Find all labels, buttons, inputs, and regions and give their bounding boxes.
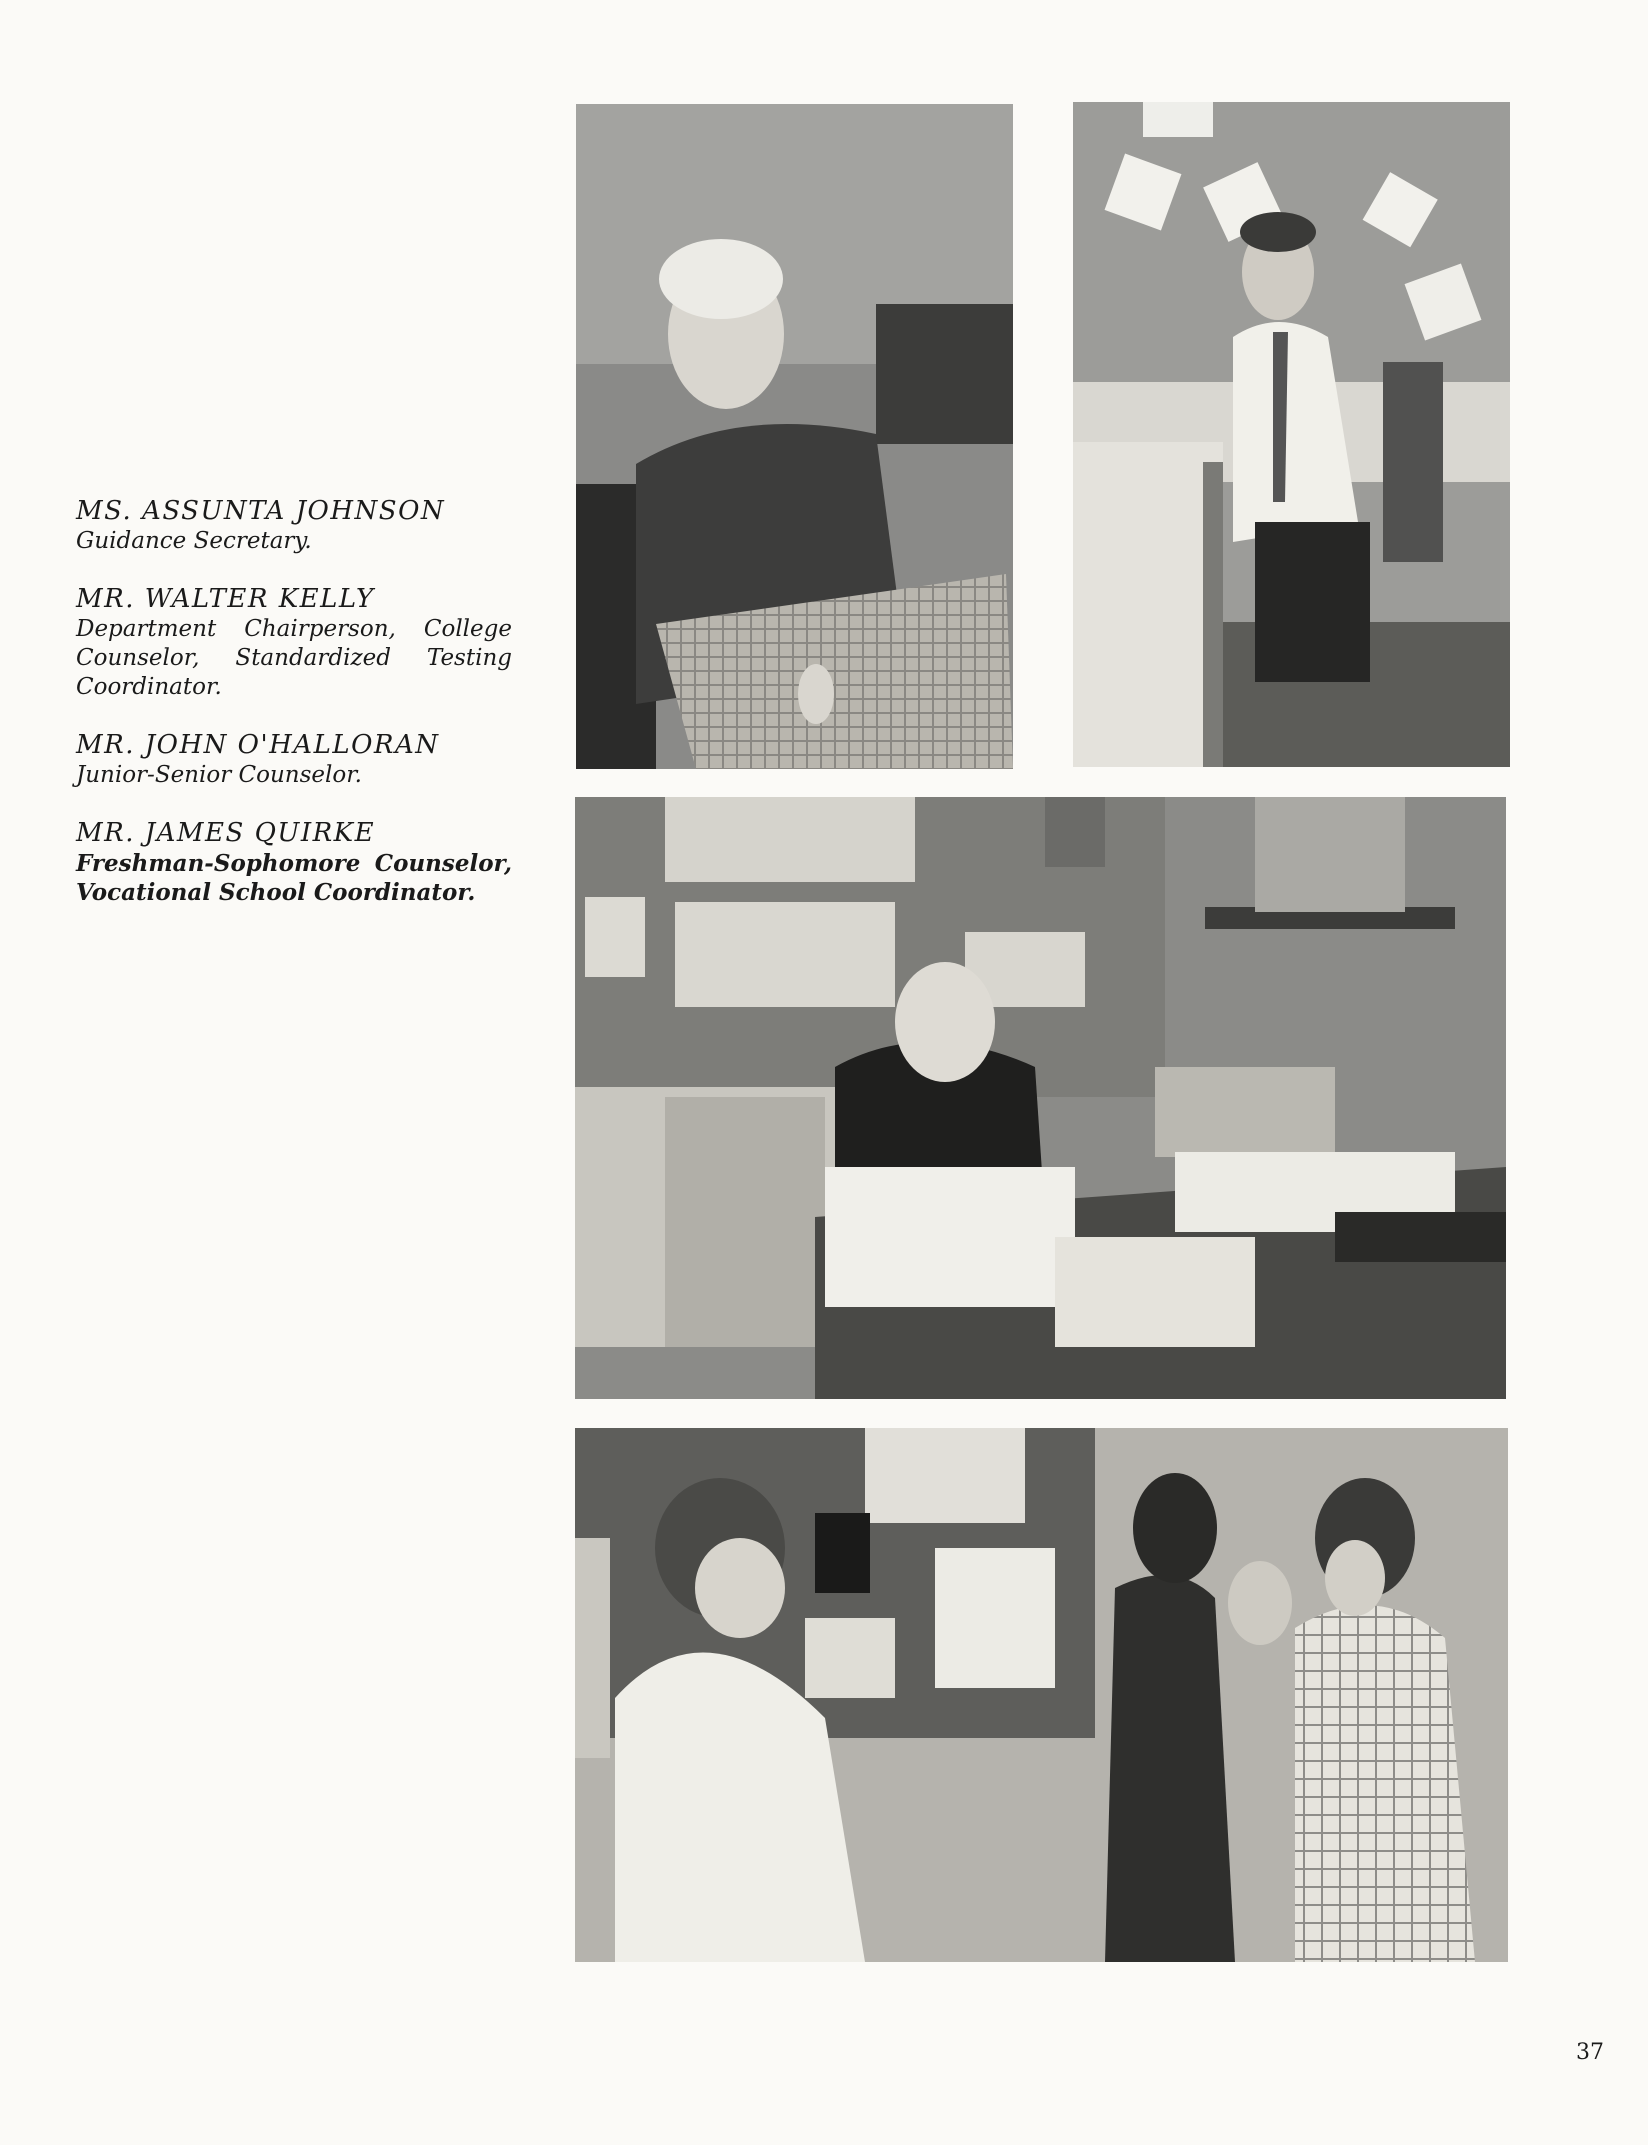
staff-entry-ohalloran [76,730,512,790]
photo-seated-counselor [576,104,1013,769]
staff-name: MR. WALTER KELLY [76,584,375,614]
staff-captions [76,496,512,935]
staff-role: Junior-Senior Counselor. [76,762,362,788]
staff-role: Department Chairperson, College Counselor, Standardized Testing Coordinator. [76,616,512,700]
staff-name: MR. JOHN O'HALLORAN [76,730,440,760]
photo-desk-counselor [1073,102,1510,767]
staff-role: Freshman-Sophomore Counselor, Vocational School Coordinator. [76,850,512,906]
staff-entry-quirke [76,818,512,907]
staff-role: Guidance Secretary. [76,528,312,554]
staff-name: MR. JAMES QUIRKE [76,818,376,848]
staff-entry-kelly [76,584,512,702]
staff-entry-johnson [76,496,512,556]
photo-typewriter-desk [575,797,1506,1399]
staff-name: MS. ASSUNTA JOHNSON [76,496,446,526]
page-number: 37 [1576,2040,1604,2065]
photo-bulletin-board-group [575,1428,1508,1962]
